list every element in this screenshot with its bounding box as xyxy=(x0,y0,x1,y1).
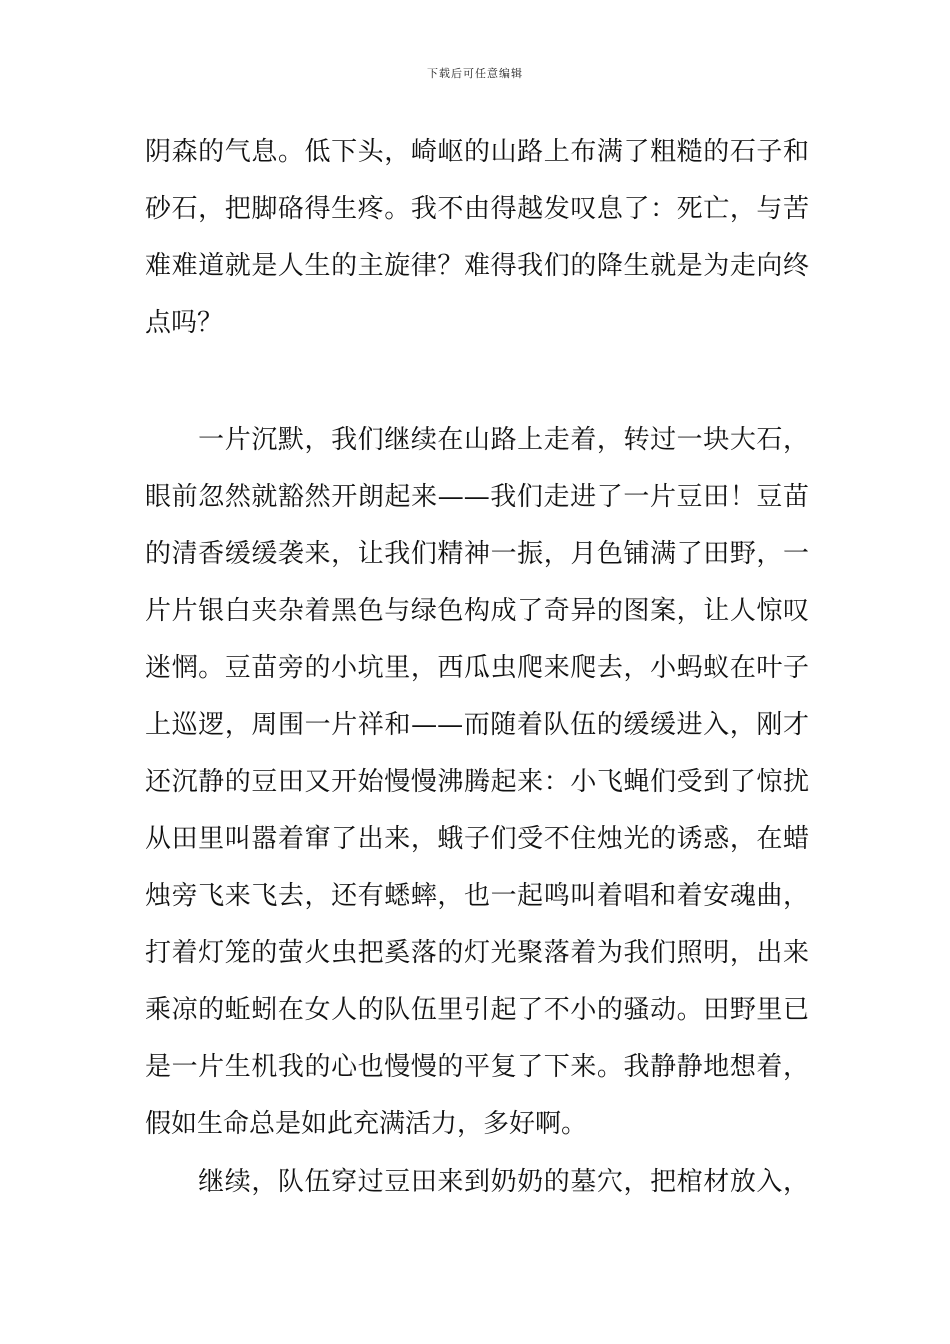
text-line: 点吗？ xyxy=(145,308,224,338)
text-line: 从田里叫嚣着窜了出来，蛾子们受不住烛光的诱惑，在蜡 xyxy=(145,824,809,854)
text-line: 还沉静的豆田又开始慢慢沸腾起来：小飞蝇们受到了惊扰 xyxy=(145,767,809,797)
page-header: 下载后可任意编辑 xyxy=(427,67,523,80)
text-line: 砂石，把脚硌得生疼。我不由得越发叹息了：死亡，与苦 xyxy=(145,194,809,224)
text-line: 的清香缓缓袭来，让我们精神一振，月色铺满了田野，一 xyxy=(145,539,809,569)
text-line: 打着灯笼的萤火虫把奚落的灯光聚落着为我们照明，出来 xyxy=(145,938,809,968)
text-line: 是一片生机我的心也慢慢的平复了下来。我静静地想着， xyxy=(145,1052,809,1082)
text-line: 烛旁飞来飞去，还有蟋蟀，也一起鸣叫着唱和着安魂曲， xyxy=(145,881,809,911)
text-line: 乘凉的蚯蚓在女人的队伍里引起了不小的骚动。田野里已 xyxy=(145,995,809,1025)
text-line: 假如生命总是如此充满活力，多好啊。 xyxy=(145,1109,588,1139)
text-line: 继续，队伍穿过豆田来到奶奶的墓穴，把棺材放入， xyxy=(145,1167,809,1197)
text-line: 难难道就是人生的主旋律？难得我们的降生就是为走向终 xyxy=(145,251,809,281)
paragraph-3 xyxy=(145,1154,809,1211)
paragraph-1 xyxy=(145,124,809,352)
text-line: 迷惘。豆苗旁的小坑里，西瓜虫爬来爬去，小蚂蚁在叶子 xyxy=(145,653,809,683)
text-line: 一片沉默，我们继续在山路上走着，转过一块大石， xyxy=(145,425,809,455)
text-line: 阴森的气息。低下头，崎岖的山路上布满了粗糙的石子和 xyxy=(145,137,809,167)
text-line: 眼前忽然就豁然开朗起来——我们走进了一片豆田！豆苗 xyxy=(145,482,809,512)
text-line: 片片银白夹杂着黑色与绿色构成了奇异的图案，让人惊叹 xyxy=(145,596,809,626)
text-line: 上巡逻，周围一片祥和——而随着队伍的缓缓进入，刚才 xyxy=(145,710,809,740)
paragraph-2 xyxy=(145,412,809,1153)
